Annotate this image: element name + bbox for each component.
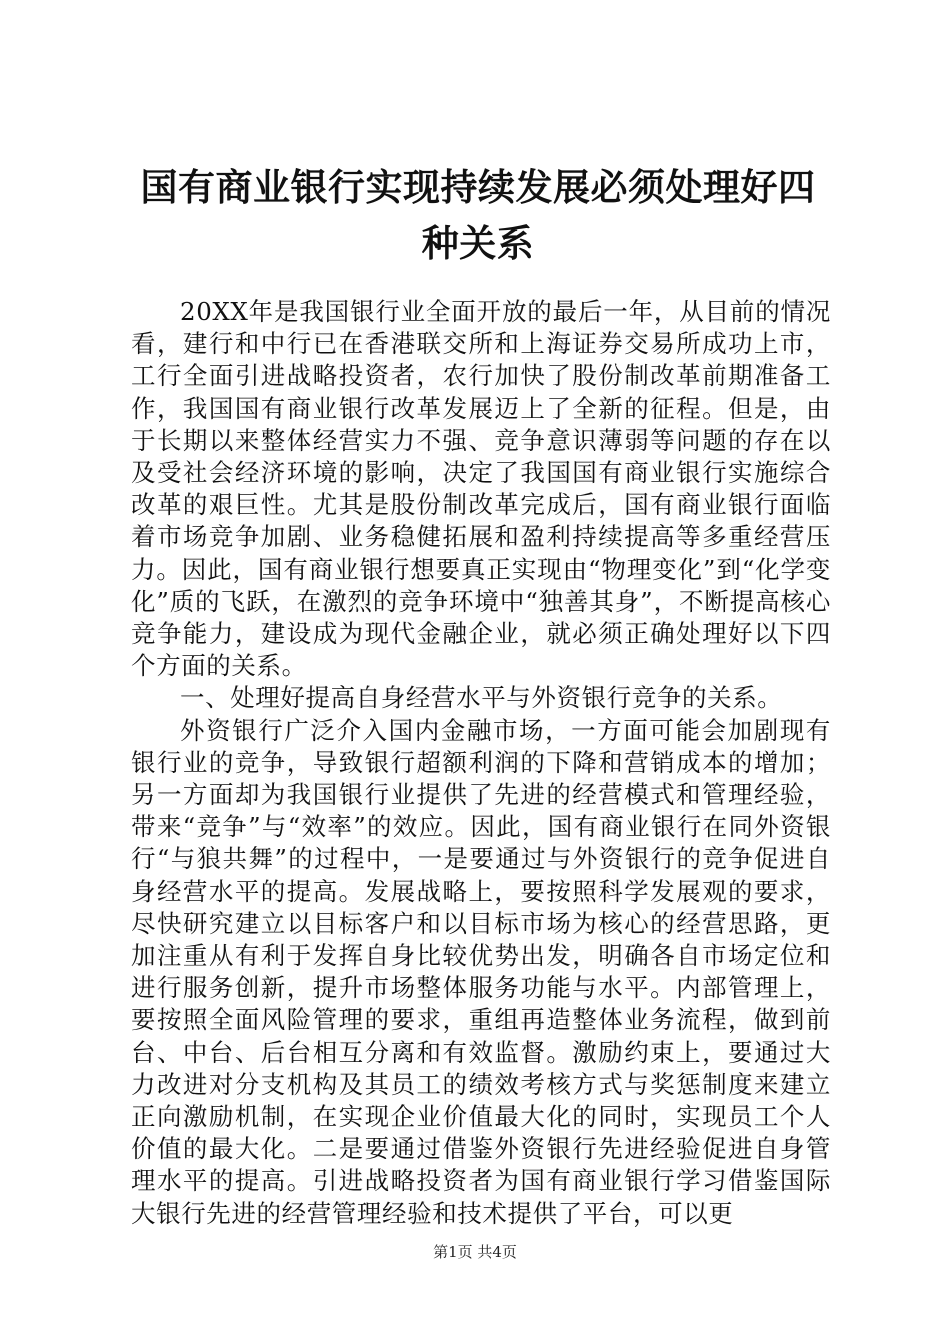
page-number-footer: 第1页 共4页	[433, 1243, 517, 1261]
paragraph-section-1: 外资银行广泛介入国内金融市场，一方面可能会加剧现有银行业的竞争，导致银行超额利润的下降和营销成本的增加；另一方面却为我国银行业提供了先进的经营模式和管理经验，带来“竞争”与“效率”的效应。因此，国有商业银行在同外资银行“与狼共舞”的过程中，一是要通过与外资银行的竞争促进自身经营水平的提高。发展战略上，要按照科学发展观的要求，尽快研究建立以目标客户和以目标市场为核心的经营思路，更加注重从有利于发挥自身比较优势出发，明确各自市场定位和进行服务创新，提升市场整体服务功能与水平。内部管理上，要按照全面风险管理的要求，重组再造整体业务流程，做到前台、中台、后台相互分离和有效监督。激励约束上，要通过大力改进对分支机构及其员工的绩效考核方式与奖惩制度来建立正向激励机制，在实现企业价值最大化的同时，实现员工个人价值的最大化。二是要通过借鉴外资银行先进经验促进自身管理水平的提高。引进战略投资者为国有商业银行学习借鉴国际大银行先进的经营管理经验和技术提供了平台，可以更	[131, 715, 831, 1228]
document-body	[131, 296, 831, 1230]
document-title: 国有商业银行实现持续发展必须处理好四种关系	[140, 166, 816, 265]
paragraph-intro: 20XX年是我国银行业全面开放的最后一年，从目前的情况看，建行和中行已在香港联交所和上海证券交易所成功上市，工行全面引进战略投资者，农行加快了股份制改革前期准备工作，我国国有商业银行改革发展迈上了全新的征程。但是，由于长期以来整体经营实力不强、竞争意识薄弱等问题的存在以及受社会经济环境的影响，决定了我国国有商业银行实施综合改革的艰巨性。尤其是股份制改革完成后，国有商业银行面临着市场竞争加剧、业务稳健拓展和盈利持续提高等多重经营压力。因此，国有商业银行想要真正实现由“物理变化”到“化学变化”质的飞跃，在激烈的竞争环境中“独善其身”，不断提高核心竞争能力，建设成为现代金融企业，就必须正确处理好以下四个方面的关系。	[131, 297, 831, 681]
section-heading-1: 一、处理好提高自身经营水平与外资银行竞争的关系。	[180, 683, 783, 713]
